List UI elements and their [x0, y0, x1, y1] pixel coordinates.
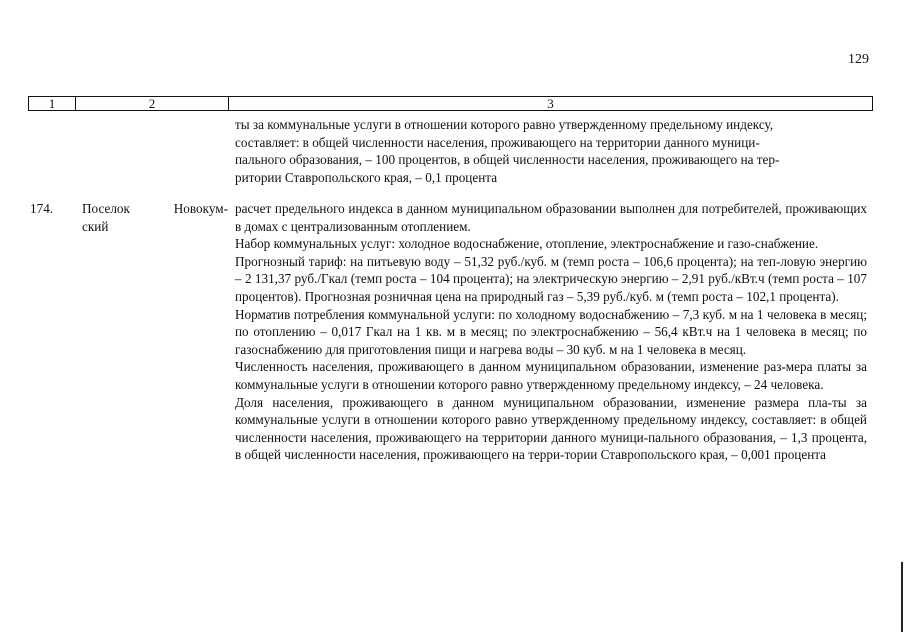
scan-edge-mark [901, 562, 903, 632]
continuation-line: пального образования, – 100 процентов, в общей численности населения, проживающего на тер- [235, 152, 780, 168]
entry-number: 174. [30, 201, 54, 216]
continuation-text [235, 116, 867, 186]
entry-settlement-name [82, 200, 228, 235]
column-header-2: 2 [76, 97, 229, 110]
entry-name-part1: Поселок [82, 201, 130, 216]
entry-description [235, 200, 867, 464]
entry-paragraph: Прогнозный тариф: на питьевую воду – 51,32 руб./куб. м (темп роста – 106,6 процента); на теп-ловую энергию – 2 131,37 руб./Гкал (темп роста – 104 процента); на электрическую энергию – 2,91 руб./кВт.ч (темп роста – 107 процентов). Прогнозная розничная цена на природный газ – 5,39 руб./куб. м (темп роста – 102,1 процента). [235, 253, 867, 304]
entry-name-line2: ский [82, 218, 109, 234]
table-header-row [28, 96, 873, 111]
column-header-1: 1 [29, 97, 76, 110]
entry-paragraph: Численность населения, проживающего в данном муниципальном образовании, изменение раз-мера платы за коммунальные услуги в отношении которого равно утвержденному предельному индексу, – 24 человека. [235, 359, 867, 392]
page-number: 129 [848, 52, 869, 67]
continuation-line: ритории Ставропольского края, – 0,1 процента [235, 169, 498, 185]
entry-paragraph: Доля населения, проживающего в данном муниципальном образовании, изменение размера пла-ты за коммунальные услуги в отношении которого равно утвержденному предельному индексу, составляет: в общей численности населения, проживающего на территории данного муници-пального образования, – 1,3 процента, в общей численности населения, проживающего на терри-тории Ставропольского края, – 0,001 процента [235, 394, 867, 463]
entry-paragraph: Набор коммунальных услуг: холодное водоснабжение, отопление, электроснабжение и газо-снабжение. [235, 236, 819, 252]
continuation-line: ты за коммунальные услуги в отношении которого равно утвержденному предельному индексу, [235, 117, 774, 132]
column-header-3: 3 [547, 96, 554, 111]
continuation-line: составляет: в общей численности населения, проживающего на территории данного муници- [235, 134, 760, 150]
entry-paragraph: Норматив потребления коммунальной услуги: по холодному водоснабжению – 7,3 куб. м на 1 человека в месяц; по отоплению – 0,017 Гкал на 1 кв. м в месяц; по электроснабжению – 56,4 кВт.ч на 1 человека в месяц; по газоснабжению для приготовления пищи и нагрева воды – 30 куб. м на 1 человека в месяц. [235, 306, 867, 357]
entry-name-part2: Новокум- [173, 201, 228, 216]
entry-paragraph: расчет предельного индекса в данном муниципальном образовании выполнен для потребителей, проживающих в домах с централизованным отоплением. [235, 201, 867, 234]
